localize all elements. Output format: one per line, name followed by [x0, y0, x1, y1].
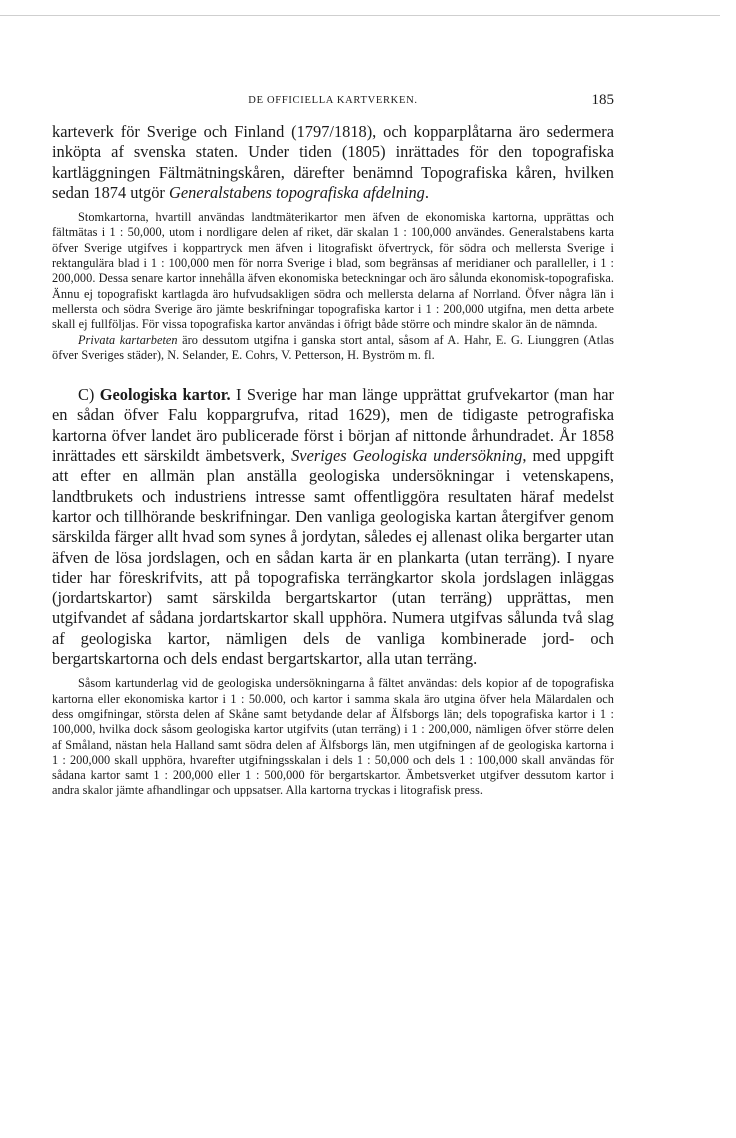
running-head: DE OFFICIELLA KARTVERKEN. — [248, 95, 418, 106]
paragraph-text: I Sverige har man länge upprättat grufvekartor (man har en sådan öfver Falu koppargrufva, ritad 1629), men de tidigaste petrografiska kartorna öfver landet äro publicerade först i början af nittonde århundradet. År 1858 inrättades ett särskildt ämbetsverk, — [52, 385, 614, 466]
page-header — [52, 92, 614, 112]
paragraph-text: karteverk för Sverige och Finland (1797/1818), och kopparplåtarna äro sedermera inköpta af svenska staten. Under tiden (1805) inrättades för den topografiska kartläggningen Fältmätningskåren, därefter benämnd Topografiska kåren, hvilken sedan 1874 utgör — [52, 122, 614, 202]
paragraph-text: . — [424, 182, 429, 202]
top-edge-rule — [0, 15, 720, 16]
italic-term: Sveriges Geologiska undersökning — [291, 446, 523, 466]
paragraph-text: , med uppgift att efter en allmän plan anställa geologiska undersökningar i vetenskapens, landtbrukets och industriens intresse samt offentliggöra resultaten häraf medelst kartor och tillhörande beskrifningar. Den vanliga geologiska kartan återgifver genom särskilda färger allt hvad som synes å jordytan, således ej allenast olika bergarter utan äfven de lösa jordslagen, och en sådan karta är en plankarta (utan terräng). I nyare tider har föreskrifvits, att på topografiska terrängkartor skola jordslagen inläggas (jordartskartor) samt särskilda bergartskartor (utan terräng) upprättas, men utgifvandet af sådana jordartskartor skall upphöra. Numera utgifvas sålunda två slag af geologiska kartor, nämligen dels de vanliga kombinerade jord- och bergartskartorna och dels endast bergartskartor, alla utan terräng. — [52, 446, 614, 669]
italic-term: Generalstabens topografiska afdelning — [169, 182, 425, 202]
section-heading: Geologiska kartor. — [99, 385, 231, 405]
paragraph-field-base-maps: Såsom kartunderlag vid de geologiska undersökningarna å fältet användas: dels kopior af de topografiska kartorna eller ekonomiska kartor i 1 : 50.000, och kartor i samma skala äro utgina öfver hela Mälardalen och dess omgifningar, största delen af Skåne samt betydande delar af Älfsborgs län; dels topografiska kartor i 1 : 100,000, hvilka dock såsom geologiska kartor utgifvits (utan terräng) i 1 : 200,000, nämligen öfver större delen af Småland, nästan hela Halland samt södra delen af Älfsborgs län, men utgifningen af de geologiska kartorna i 1 : 200,000 skall upphöra, hvarefter utgifningsskalan i dels 1 : 50,000 och dels 1 : 100,000 skall användas för sådana kartor samt 1 : 200,000 eller 1 : 500,000 för bergartskartor. Ämbetsverket utgifver dessutom kartor i andra skalor jämte afhandlingar och uppsatser. Alla kartorna tryckas i litografisk press. — [52, 676, 614, 798]
paragraph-private-maps — [52, 333, 614, 364]
paragraph-base-maps: Stomkartorna, hvartill användas landtmäterikartor men äfven de ekonomiska kartorna, upprättas och fältmätas i 1 : 50,000, utom i nordligare delen af riket, där skalan 1 : 100,000 användes. Generalstabens karta öfver Sverige utgifves i koppartryck men äfven i litografiskt öfvertryck, för södra och mellersta Sverige i rektangulära blad i 1 : 100,000 men för norra Sverige i blad, som begränsas af meridianer och paralleller, i 1 : 200,000. Dessa senare kartor innehålla äfven ekonomiska beteckningar och äro sålunda ekonomisk-topografiska. Ännu ej topografiskt kartlagda äro hufvudsakligen södra och mellersta delarna af Norrland. Öfver några län i mellersta och södra Sverige äro jämte beskrifningar topografiska kartor i 1 : 200,000 utgifna, men detta arbete skall ej fullföljas. För vissa topografiska kartor användas i öfrigt både större och mindre skalor än de nämnda. — [52, 210, 614, 332]
paragraph-topographic-history — [52, 122, 614, 203]
page-body — [52, 122, 614, 799]
italic-term: Privata kartarbeten — [78, 332, 178, 347]
paragraph-text: äro dessutom utgifna i ganska stort antal, såsom af A. Hahr, E. G. Liunggren (Atlas öfver Sveriges städer), N. Selander, E. Cohrs, V. Petterson, H. Byström m. fl. — [52, 332, 614, 362]
section-label: C) — [78, 385, 100, 405]
paragraph-geological-maps — [52, 385, 614, 669]
page-number: 185 — [591, 92, 614, 108]
